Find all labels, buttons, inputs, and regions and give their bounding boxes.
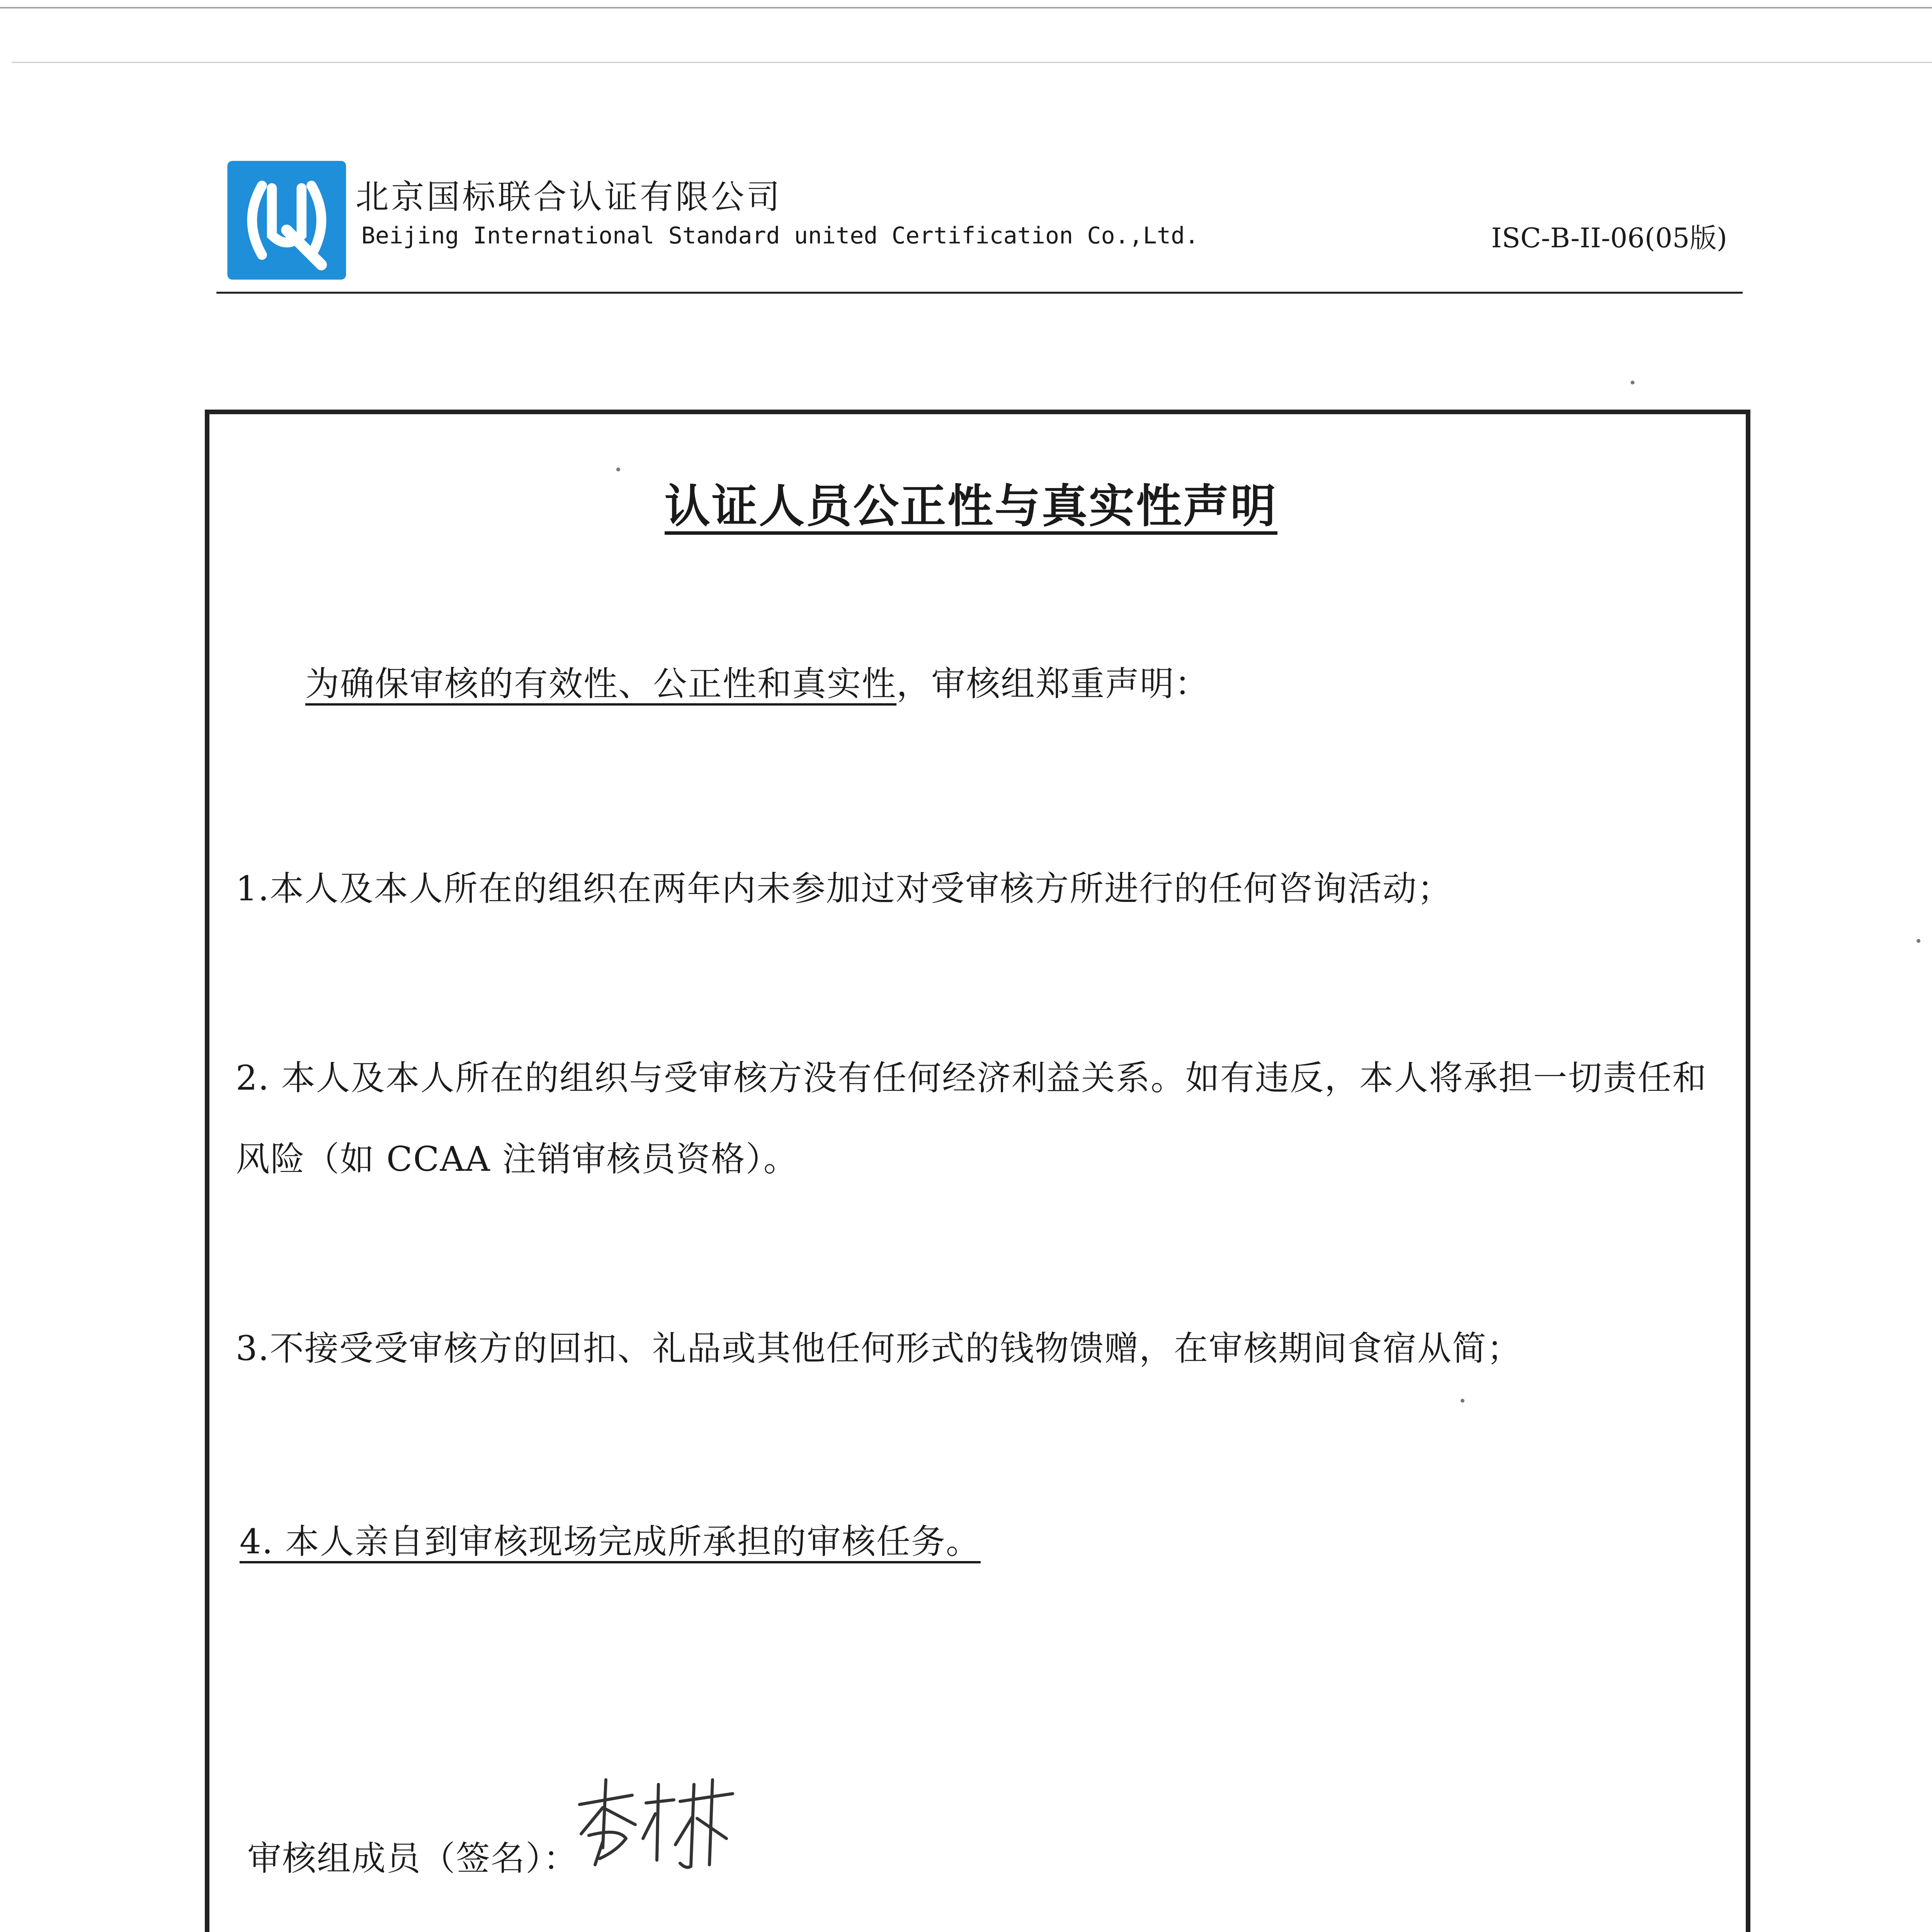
header-divider (216, 292, 1743, 294)
scan-speck (616, 468, 620, 471)
document-title: 认证人员公正性与真实性声明 (665, 480, 1278, 533)
document-code: ISC-B-II-06(05版) (1491, 222, 1727, 254)
company-logo-icon (225, 158, 349, 282)
scan-speck (1631, 381, 1634, 384)
declaration-item-1: 1.本人及本人所在的组织在两年内未参加过对受审核方所进行的任何咨询活动； (236, 869, 1452, 908)
declaration-item-3: 3.不接受受审核方的回扣、礼品或其他任何形式的钱物馈赠，在审核期间食宿从简； (236, 1328, 1522, 1368)
intro-underlined-text: 为确保审核的有效性、公正性和真实性 (305, 664, 897, 704)
scan-speck (1917, 939, 1920, 943)
scan-speck (1461, 1399, 1464, 1403)
scan-edge-line (12, 62, 1932, 63)
signature-label: 审核组成员（签名）： (247, 1838, 578, 1878)
handwritten-signature (572, 1774, 742, 1874)
intro-rest-text: ，审核组郑重声明： (896, 664, 1210, 704)
declaration-item-4: 4. 本人亲自到审核现场完成所承担的审核任务。 (240, 1522, 981, 1561)
declaration-item-2: 2. 本人及本人所在的组织与受审核方没有任何经济利益关系。如有违反，本人将承担一切责任和 (236, 1058, 1707, 1098)
company-name-cn: 北京国标联合认证有限公司 (355, 178, 782, 216)
company-name-en: Beijing International Standard united Certification Co.,Ltd. (361, 222, 1199, 249)
intro-paragraph (305, 657, 1209, 706)
letterhead (216, 147, 1743, 309)
declaration-item-2-continued: 风险（如 CCAA 注销审核员资格）。 (236, 1139, 798, 1179)
scan-edge-top (0, 7, 1932, 9)
